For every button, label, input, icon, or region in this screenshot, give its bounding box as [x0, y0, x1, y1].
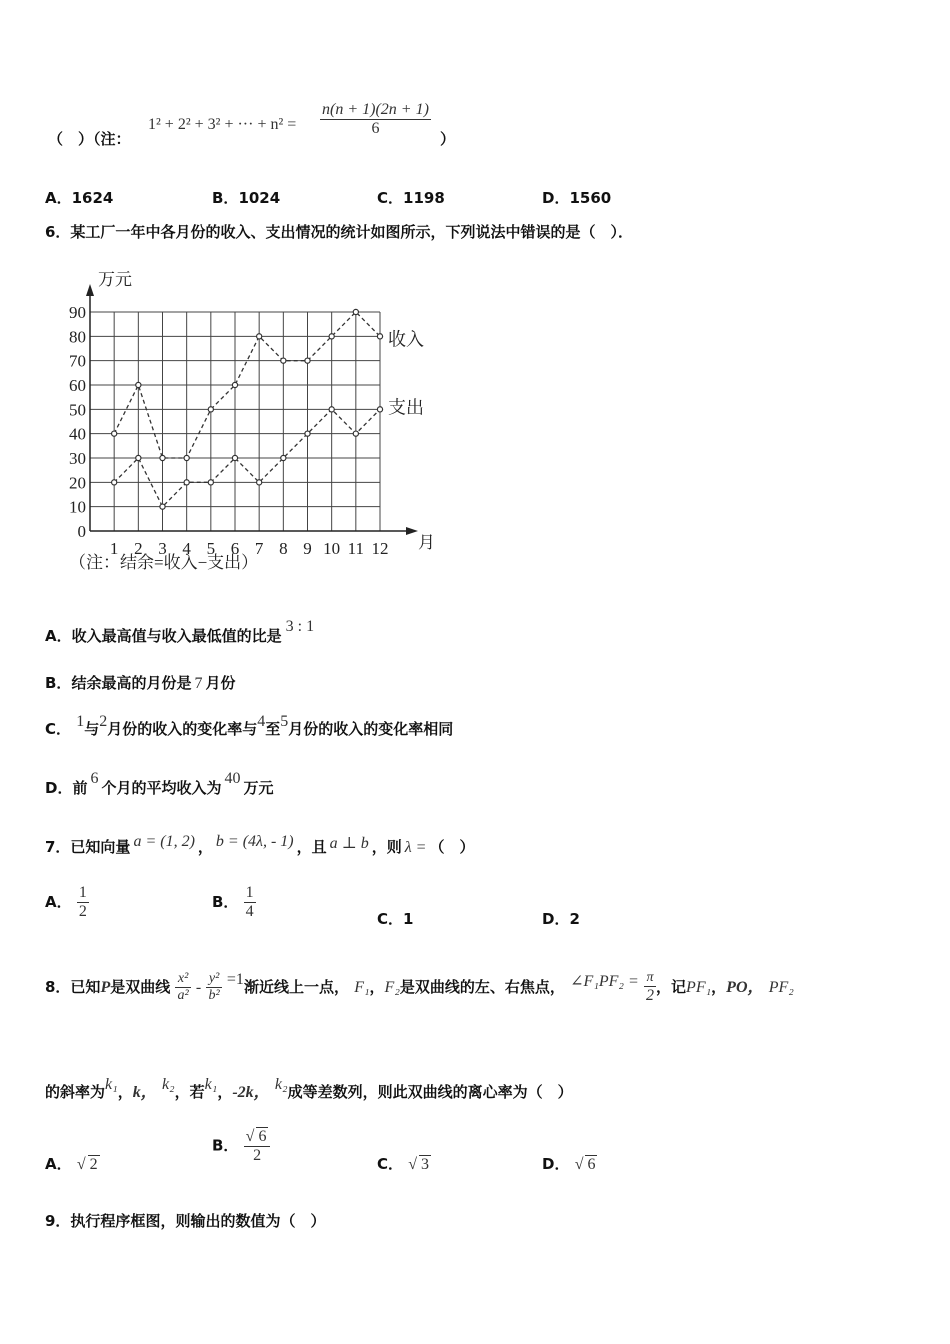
x-tick-label: 7	[254, 539, 264, 558]
q8-option-c: C． √ 3	[377, 1155, 430, 1173]
q6-option-d: D．前6个月的平均收入为40万元	[45, 770, 274, 797]
x-tick-label: 1	[109, 539, 119, 558]
x-tick-label: 2	[134, 539, 143, 558]
q7-option-c: C．1	[377, 910, 414, 928]
q8-option-a: A． √ 2	[45, 1155, 98, 1173]
q6-option-b: B．结余最高的月份是 7 月份	[45, 674, 236, 692]
data-point	[329, 334, 334, 339]
q5-option-d: D．1560	[542, 189, 612, 207]
data-point	[232, 455, 237, 460]
x-tick-label: 6	[230, 539, 240, 558]
data-point	[281, 455, 286, 460]
q7-stem: 7．已知向量 a = (1, 2) ， b = (4λ, - 1) ，且 a ⊥ b ，则 λ = （ ）	[45, 833, 475, 856]
data-point	[208, 480, 213, 485]
q6-stem: 6．某工厂一年中各月份的收入、支出情况的统计如图所示，下列说法中错误的是（ ）．	[45, 223, 633, 241]
x-tick-label: 12	[371, 539, 389, 558]
data-point	[257, 480, 262, 485]
q5-option-c: C．1198	[377, 189, 445, 207]
q5-paren: （ ）（注：	[48, 130, 131, 148]
data-point	[377, 407, 382, 412]
q8-option-d: D． √ 6	[542, 1155, 596, 1173]
data-point	[112, 480, 117, 485]
x-tick-label: 11	[347, 539, 365, 558]
y-tick-label: 20	[69, 473, 86, 493]
q8-stem-line2: 的斜率为k₁，k， k₂，若k₁，-2k， k₂成等差数列，则此双曲线的离心率为（ ）	[45, 1076, 573, 1101]
y-tick-label: 60	[69, 376, 86, 395]
q7-option-d: D．2	[542, 910, 580, 928]
legend-label-支出: 支出	[388, 397, 424, 418]
q5-formula-num: n(n + 1)(2n + 1)	[322, 101, 429, 118]
data-point	[353, 309, 358, 314]
q7-vector-b: b = (4λ, - 1)	[215, 833, 294, 850]
q6-option-a-math: 3 : 1	[285, 618, 315, 635]
q6-option-a: A．收入最高值与收入最低值的比是3 : 1	[45, 618, 315, 645]
q6-option-c: C． 1与2月份的收入的变化率与4至5月份的收入的变化率相同	[45, 713, 454, 738]
y-tick-label: 40	[69, 424, 86, 444]
data-point	[136, 382, 141, 387]
x-tick-label: 3	[158, 539, 167, 558]
data-point	[160, 455, 165, 460]
y-tick-label: 10	[69, 497, 86, 517]
data-point	[112, 431, 117, 436]
data-point	[305, 431, 310, 436]
y-tick-label: 90	[69, 303, 86, 322]
data-point	[208, 407, 213, 412]
chart-note: （注：结余=收入−支出）	[69, 553, 259, 572]
q5-option-b: B．1024	[212, 189, 281, 207]
q7-option-a: A． $\frac{1}{2}$	[45, 884, 87, 920]
q5-option-a: A．1624	[45, 189, 114, 207]
data-point	[160, 504, 165, 509]
data-point	[232, 382, 237, 387]
legend-label-收入: 收入	[388, 329, 424, 350]
q5-formula-lhs: 1² + 2² + 3² + ··· + n² =	[148, 116, 297, 133]
data-point	[184, 480, 189, 485]
x-tick-label: 9	[303, 539, 312, 558]
x-axis-label: 月	[418, 533, 435, 552]
y-tick-label: 50	[69, 400, 86, 420]
q8-stem-line1: 8．已知P是双曲线 $\frac{\text{x²}}{\text{a²}}$ - $\frac{\text{y²}}{\text{b²}}$ =1渐近线上一点， F₁，F₂是双曲线的左、右焦点， ∠F₁PF₂ = $\frac{\pi}{2}$ ，记PF₁，PO， PF₂	[45, 970, 794, 1004]
data-point	[329, 407, 334, 412]
chart-grid	[90, 312, 380, 531]
data-point	[377, 334, 382, 339]
x-axis-arrow	[406, 527, 418, 535]
data-point	[305, 358, 310, 363]
q5-close: ）	[440, 130, 456, 148]
q5-formula-frac	[320, 101, 431, 138]
x-tick-label: 10	[323, 539, 341, 558]
y-tick-label: 80	[69, 327, 86, 347]
y-axis-arrow	[86, 284, 94, 296]
q5-formula-den: 6	[371, 120, 380, 137]
data-point	[136, 455, 141, 460]
q6-line-chart	[55, 268, 455, 583]
data-point	[257, 334, 262, 339]
y-axis-label: 万元	[98, 270, 132, 289]
data-point	[184, 455, 189, 460]
x-tick-label: 5	[206, 539, 216, 558]
q7-vector-a: a = (1, 2)	[133, 833, 195, 850]
q8-option-b: B． $\frac{√ 6}{2}$	[212, 1127, 270, 1165]
y-tick-label: 30	[69, 449, 86, 468]
q7-option-b: B． $\frac{1}{4}$	[212, 884, 254, 920]
data-point	[281, 358, 286, 363]
y-tick-label: 0	[77, 522, 86, 541]
x-tick-label: 4	[182, 539, 191, 558]
data-point	[353, 431, 358, 436]
q9-stem: 9．执行程序框图，则输出的数值为（ ）	[45, 1212, 326, 1230]
x-tick-label: 8	[279, 539, 288, 558]
q7-perp: a ⊥ b	[329, 835, 369, 852]
y-tick-label: 70	[69, 351, 86, 371]
